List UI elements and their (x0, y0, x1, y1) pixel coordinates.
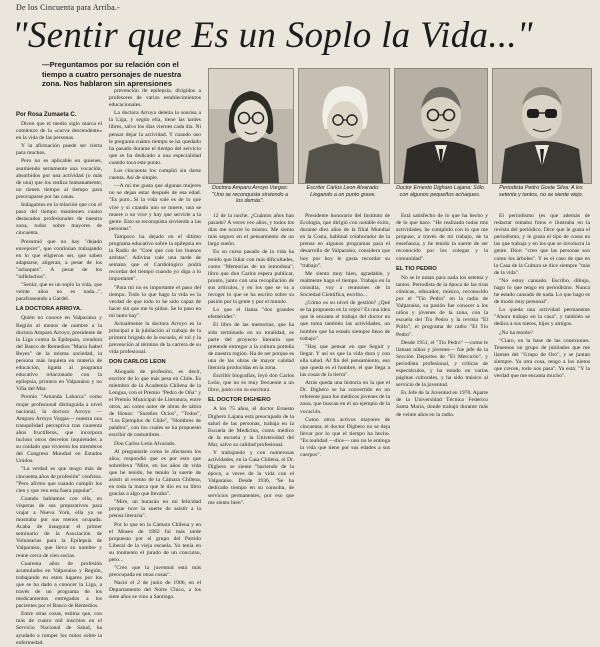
subheading: LA DOCTORA ARROYA. (16, 306, 82, 313)
paragraph: "Claro, en la base de las conexiones. Tenemos un grupo de jubilados que me llaman del "Grupo de Oro", y se juntan siempre. Ya otra cosa, tengo a los nietos que crecen, todo nos pasa". Ya está: "Y la verdad que me encanta mucho". (494, 337, 590, 380)
paragraph: No se le notan para nada los setenta y tantos. Periodista de la época de las tiras cómicas, educador, músico, reconocido por el "Tío Pedro" en la radio de Valparaíso, su pasión fue conocer a los niños y jóvenes de la zona, con la escuela del Tío Pedro y la revista "El Pollo", el programa de radio "El Tío Pedro". (396, 274, 488, 338)
paragraph: El libro de las memorias, que ha sido terminado en su totalidad, es parte del proyecto literario que pretende entregar a la cultura porteña de nuestra región. Ha de ser porque es una de las obras de mayor calidad literaria producidas en la zona. (208, 322, 294, 371)
paragraph: Desde 1951, el "Tío Pedro" —como le llaman niños y jóvenes— fue jefe de la Sección Deportes de "El Mercurio", y periodista profesional, y críticas de espectáculos, y ha estado en varias páginas culturales, y ha sido músico al servicio de la juventud. (396, 339, 488, 389)
paragraph: Presumió que no hay "dejado envejecer", que continúan trabajando en lo que eligieron ser, que saben adaptarse, aligeran, a pesar de los "achaques". A pesar de los "inflelachos". (16, 238, 102, 280)
paragraph: Nació el 2 de junio de 1906, en el Departamento del Norte Chico, a los siete años se vino a Santiago. (109, 580, 201, 601)
paragraph: El periodismo (es que además de redactar tomaba fotos e ilustraba en la revista del periódico. Dice que le gusta el periodismo, y le gusta el tipo de cosas en las que trabaja y en los que se involucra la gente. Dice: "creo que las personas son como los árboles". Y es el caso de que en la Casa de la Cultura se dice siempre "más de la vida". (494, 213, 590, 276)
section-label: De los Cincuenta para Arriba.- (16, 3, 120, 12)
paragraph: Lo que el llama "dos grandes efemérides". (208, 307, 294, 321)
article-column-1 (16, 121, 103, 646)
paragraph: Presidente honorario del Instituto de Ecología, que dirigió con notable éxito, durante diez años de la filial Mundial en la Costa, habitual colaborador de la prensa en algunos programas para el desarrollo de Valparaíso, considera que hoy por hoy le gusta recordar su "trabajo". (300, 213, 390, 269)
article-column-3 (208, 213, 294, 506)
photo-caption: Periodista Pedro Goste Silva: A los setenta y tantos, no se siente viejo. (498, 185, 584, 198)
deck: —Preguntamos por su relación con el tiempo a cuatro personajes de nuestra zona. Nos hablaron sin aprensiones (42, 60, 182, 89)
paragraph: ¿No ha tenido? (499, 329, 533, 336)
paragraph: Me siento muy bien, agradable, y realmente hago el tiempo. Trabajo en la consulta, voy a reuniones de la Sociedad Científica, escribo... (300, 270, 390, 299)
paragraph: En su curso pasado de la vida ha tenido que lidiar con más dificultades, como "Memorias de un inmodista", libro que don Carlos espera publicar, pronto, junto con una recopilación de sus artículos, y en los que se va a recoger lo que se ha escrito sobre su pasión por la gente y por el mundo. (208, 249, 294, 306)
photo-caption: Doctor Ernesto Digharo Lajana: Sólo con algunos pequeños achaques. (396, 185, 484, 198)
article-column-2 (109, 88, 201, 601)
paragraph: prevención de epilepsia, dirigidos a profesores de varios establecimientos educacionales. (109, 88, 201, 109)
paragraph: Cuando hablamos con ella, en vísperas de sus preparativos para viajar a Nueva York, ella ya se mostraba por sus menos ocupada. Acaba de inaugurar el primer seminario de la Asociación de Voluntarias para la Epilepsia de Valparaíso, que lleva su nombre y reúne cerca de cien socias. (16, 495, 102, 559)
photo-ernesto-dighero (394, 68, 488, 184)
paragraph: Está satisfecho de lo que ha hecho y de lo que hace. "He realizado todas mis actividades, he cumplido con lo que me propuse, a través de mi trabajo, de la enseñanza, y he tenido la suerte de ser reconocido por los colegas y la comunidad". (396, 213, 488, 262)
photo-pedro-goste (492, 68, 592, 184)
paragraph: Como otros activos mayores de cincuenta, el doctor Dighero no se deja llevar por lo que el tiempo ha hecho. "Es realidad —dice— uno no le entrega la vida que tiene por sus edades a sus cuerpos". (300, 416, 390, 459)
paragraph: Actualmente la doctora Arroyo es la principal a la jubilación al trabajo de la primera brigada de la escuela, el rol y la prevención al término de la carrera de su vida profesional. (109, 321, 201, 356)
paragraph: "No estoy cansado. Escribo, dibujo, hago lo que tengo en periodismo. Nunca he estado cansado de nada. Lo que hago es de modo muy personal". (494, 277, 590, 306)
paragraph: —A mí me gusta que algunas mujeres no se dejan estar después de esa edad. "Es puro...Si la vida vale es de lo que vive y si cuando uno se muere, una se muere o no vive y hay que servirle a la gente. Esto se reconquista sirviendo a las personas". (109, 183, 201, 232)
paragraph: Indagamos en la relación que con el paso del tiempo mantienen cuatro destacados profesionales de nuestra zona, todos sobre mayores de cincuenta. (16, 202, 102, 237)
paragraph: A los 75 años, el doctor Ernesto Dighero Lajana está preocupado de la salud de las personas, trabaja en la Escuela de Medicina, como médico de la escuela y la Universidad del Mar, salvo su calidad profesional. (208, 406, 294, 448)
article-column-5 (396, 213, 488, 461)
photo-caption: Escritor Carlos Leon Alvarado: Llegando a un punto grave. (306, 185, 380, 198)
paragraph: La doctora Arroya deleita la sonrisa a la Liga, y según ella, tiene las tardes libres, salvo los días viernes cada día. Ni pensar dejar la actividad. Y cuando uso le pregunta cuánto tiempo se ha quedado ha pasado durante el tiempo del servicio que se ha dedicado a una especialidad cuando toca este punto. (109, 110, 201, 166)
article-column-6 (494, 213, 590, 461)
paragraph: Pero no es aplicable en quienes, asumiendo seriamente una vocación, absorbidos por una actividad (o más de una) que los realiza humanamente, no tienen tiempo al tiempo para preocuparse por las canas. (16, 158, 102, 200)
paragraph: Tampoco ha dejado en el último programa educativo sobre la epilepsia en la Radio de "Cree que con los buenos artistas". Adivina vale una tarde de semana que el Cardiológico podrá recordar del tiempo cuando yo diga a lo importante". (109, 233, 201, 283)
photo-amparo-arroyo (208, 68, 294, 184)
paragraph: Cuarenta años de profesión acumulados en Valparaíso y Región, trabajando en estos lugares por los que se ha dado a conocer la Liga, a través de un programa de los medicamentos entregados a los pacientes por el Banco de Remedios. (16, 560, 102, 610)
paragraph: ¿Cómo es su nivel de gestión? ¿Qué se ha propuesto en la vejez? Es una idea que le encanta el trabajo del doctor en que toma también las actividades, un hombre que ha estado siempre lleno de trabajo". (300, 300, 390, 342)
paragraph: "La verdad es que tengo más de cincuenta años de profesión" confiesa. "Pero afirmo que cuando cumplir los cien y que veo esta fuera popular". (16, 466, 103, 494)
paragraph: Y la afirmación puede ser cierta para muchos. (16, 143, 102, 157)
paragraph: Escribir biografías, leyó don Carlos León, que no es muy frecuente a un libro, junto con su escritura. (208, 373, 294, 394)
paragraph: "Hay que pensar en que Seguir y llegar. Y así es que la vida dura y con ella salud. Al fin del pensamiento, eso que queda es el hombre, el que llega a las cosas de la tierra". (300, 343, 390, 379)
paragraph: Al preguntarle como le afectaron los años, respondió que es por esto que sobrelleva "Mire, en los años de vida que he tenido, he tenido la suerte de asistir al evento de la Cámara Chilena, en toda la marca que le dio en su libro gracias a algo que llevaba". (109, 448, 201, 498)
paragraph: Abogado de profesión, es decir, escritor de lo que más pesa en Chile. Es miembro de la Academia Chilena de la Lengua, con el Premio "Pedro de Oña" y el Premio Municipal de Literatura, entre otros, así como autor de obras de sátira de Honor: "Sureños Ocios", "Todos", "Los Ejemplos de Chile", "Hombres de palabra", con los cuales se ha propuesto escribir de costumbres. (109, 368, 201, 439)
paragraph: Atrás queda una historia en la que el Dr. Dighero se ha convertido en un referente para los médicos jóvenes de la zona, que buscan en él un ejemplo de la vocación. (300, 380, 390, 415)
paragraph: Por lo que en la Cámara Chilena y en el Museo de 1882 fui más tarde propuesto por el grupo del Partido Liberal de la vieja escuela. Yo tenía en su momento el jurado de un concurso, pero... (109, 521, 201, 563)
article-column-4 (300, 213, 390, 461)
subheading: EL DOCTOR DIGHERO (208, 397, 271, 404)
paragraph: "Creo que la juventud está más preocupada en otras cosas". (109, 565, 201, 579)
paragraph: Dicen que el medio siglo marca el comienzo de la «curva descendente» en la vida de las personas. (16, 121, 102, 142)
paragraph: Don Carlos León Alvarado. (114, 440, 176, 447)
paragraph: Los cincuenta los cumplió sin darse cuenta. Así de simple. (109, 168, 201, 182)
paragraph: Quién no conoce en Valparaíso y Región al menos de nombre a la doctora Amparo Arroyo, presidente de la Liga contra la Epilepsia, creadora del Banco de Remedios "María Isabel Reyes" de la misma sociedad, la persona más inquieta en materia de educación, ligada al programa educativo relacionado con la epilepsia, primera en Valparaíso y no Viña del Mar. (16, 315, 102, 393)
paragraph: Entre otras cosas, estima que, con más de cuatro mil inscritos en el Servicio Nacional de Salud, ha ayudado a romper los mitos sobre la enfermedad. (16, 611, 102, 646)
photo-caption: Doctora Amparo Arroyo Vargas: "Uno se reconquista sirviendo a los demás". (211, 185, 289, 204)
paragraph: Es Jefe de la Juventud en 1970. Aparte de la Universidad Técnica Federico Santa María, donde trabajó durante más de veinte años en la radio. (396, 390, 488, 418)
byline: Por Rosa Zumaeta C. (16, 112, 77, 118)
paragraph: 12 de la noche. ¿Cuántos años han pasado? A veces veo años, y todos los días me ocurre lo mismo. Me siento más seguro en el pensamiento de un largo sueño. (208, 213, 294, 248)
paragraph: Premio "Amanda Labarca" como mujer profesional distinguida a nivel nacional, la doctora Arroyo —Amparo Arroyo Vargas— nuestra una tranquilidad perceptiva tras cuarenta años fructíferos, que incorpora incluso otros desvelos inquietudes a su cuidado que vivieron los miembros del Congreso Mundial en Estados Unidos. (16, 394, 102, 465)
subheading: DON CARLOS LEON (109, 359, 166, 366)
photo-carlos-leon (298, 68, 390, 184)
paragraph: "Para mí no es importante el paso del tiempo. Todo lo que hago la vida es la verdad de que todo lo he sido capaz de hacer sin que me lo pidan. Se lo paso en mi tanto hay". (109, 284, 201, 319)
paragraph: Lo queda una actividad permanente "Ahora trabajo en la casa", y también se dedica a sus nietos, hijos y amigos. (494, 307, 590, 328)
subheading: EL TIO PEDRO (396, 265, 437, 272)
headline: "Sentir que Es un Soplo la Vida..." (12, 15, 533, 56)
paragraph: "Sentir, que es un soplo la vida, que veinte años no es nada...", parafraseando a Gardel. (16, 282, 102, 303)
paragraph: "Mire, un huracán en mi felicidad porque tuve la suerte de asistir a la prensa literaria". (109, 499, 201, 520)
paragraph: Y trabajando y con numerosas actividades, en la Casa Chilena, el Dr. Dighero se siente "haciendo de la época, a veces de la vida con el Valparaíso. Desde 1936, "Se ha dedicado tiempo en su consulta, de servicios permanentes, por eso que me siento bien". (208, 450, 294, 506)
